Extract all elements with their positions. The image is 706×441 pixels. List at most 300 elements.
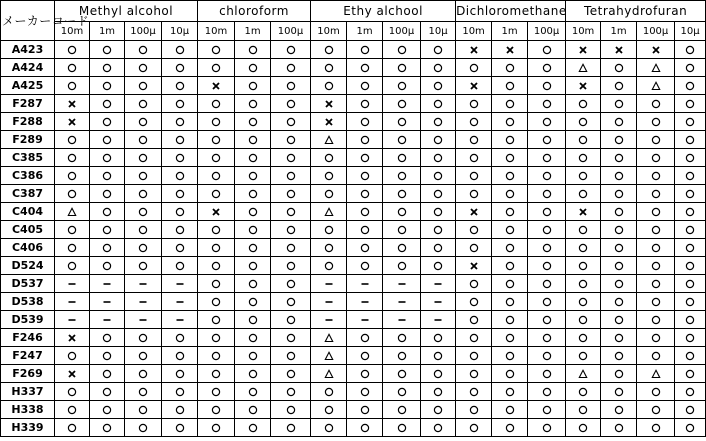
result-cell — [90, 383, 125, 401]
result-cell — [55, 401, 90, 419]
result-cell — [492, 365, 528, 383]
result-cell — [311, 365, 347, 383]
circle-icon — [578, 99, 588, 109]
circle-icon — [211, 117, 221, 127]
result-cell — [235, 77, 271, 95]
circle-icon — [67, 387, 77, 397]
circle-icon — [542, 261, 552, 271]
result-cell — [235, 185, 271, 203]
result-cell — [125, 419, 162, 437]
table-row — [1, 221, 706, 239]
result-cell — [528, 419, 566, 437]
result-cell — [383, 185, 421, 203]
maker-code-cell: F247 — [1, 347, 55, 365]
result-cell — [125, 149, 162, 167]
result-cell — [637, 41, 675, 59]
result-cell — [383, 365, 421, 383]
result-cell — [235, 221, 271, 239]
result-cell — [456, 203, 492, 221]
circle-icon — [685, 171, 695, 181]
circle-icon — [397, 225, 407, 235]
result-cell — [271, 419, 311, 437]
circle-icon — [685, 99, 695, 109]
concentration-header: 10μ — [421, 22, 456, 41]
circle-icon — [286, 45, 296, 55]
result-cell — [125, 383, 162, 401]
circle-icon — [67, 351, 77, 361]
result-cell — [492, 95, 528, 113]
result-cell — [198, 329, 235, 347]
result-cell — [637, 95, 675, 113]
result-cell — [198, 221, 235, 239]
result-cell — [675, 185, 706, 203]
circle-icon — [542, 369, 552, 379]
circle-icon — [102, 369, 112, 379]
result-cell — [601, 365, 637, 383]
result-cell — [675, 257, 706, 275]
result-cell — [637, 77, 675, 95]
circle-icon — [248, 225, 258, 235]
circle-icon — [248, 189, 258, 199]
circle-icon — [614, 351, 624, 361]
circle-icon — [138, 207, 148, 217]
dash-icon — [67, 297, 77, 307]
circle-icon — [469, 279, 479, 289]
circle-icon — [505, 99, 515, 109]
result-cell — [456, 275, 492, 293]
circle-icon — [211, 315, 221, 325]
circle-icon — [505, 261, 515, 271]
result-cell — [456, 185, 492, 203]
circle-icon — [542, 423, 552, 433]
circle-icon — [102, 387, 112, 397]
result-cell — [492, 149, 528, 167]
result-cell — [271, 203, 311, 221]
circle-icon — [248, 171, 258, 181]
result-cell — [601, 275, 637, 293]
result-cell — [421, 383, 456, 401]
dash-icon — [67, 279, 77, 289]
circle-icon — [651, 225, 661, 235]
table-row — [1, 347, 706, 365]
circle-icon — [505, 315, 515, 325]
result-cell — [675, 329, 706, 347]
table-row — [1, 311, 706, 329]
concentration-header: 100μ — [528, 22, 566, 41]
result-cell — [566, 41, 601, 59]
result-cell — [198, 185, 235, 203]
dash-icon — [324, 297, 334, 307]
result-cell — [90, 41, 125, 59]
result-cell — [456, 383, 492, 401]
result-cell — [456, 293, 492, 311]
circle-icon — [175, 423, 185, 433]
maker-code-cell: F269 — [1, 365, 55, 383]
circle-icon — [542, 405, 552, 415]
result-cell — [162, 275, 198, 293]
result-cell — [528, 293, 566, 311]
result-cell — [311, 77, 347, 95]
circle-icon — [67, 189, 77, 199]
result-cell — [311, 203, 347, 221]
result-cell — [90, 257, 125, 275]
circle-icon — [614, 243, 624, 253]
maker-code-cell: C385 — [1, 149, 55, 167]
circle-icon — [286, 207, 296, 217]
result-cell — [492, 401, 528, 419]
dash-icon — [397, 315, 407, 325]
result-cell — [492, 113, 528, 131]
dash-icon — [324, 279, 334, 289]
circle-icon — [397, 153, 407, 163]
result-cell — [271, 239, 311, 257]
result-cell — [162, 41, 198, 59]
triangle-icon — [578, 63, 588, 73]
circle-icon — [67, 225, 77, 235]
result-cell — [637, 419, 675, 437]
circle-icon — [505, 171, 515, 181]
result-cell — [235, 41, 271, 59]
result-cell — [421, 347, 456, 365]
result-cell — [421, 275, 456, 293]
result-cell — [162, 185, 198, 203]
dash-icon — [138, 297, 148, 307]
circle-icon — [651, 297, 661, 307]
result-cell — [162, 257, 198, 275]
concentration-header: 10m — [456, 22, 492, 41]
result-cell — [162, 419, 198, 437]
result-cell — [528, 239, 566, 257]
result-cell — [271, 293, 311, 311]
result-cell — [456, 329, 492, 347]
circle-icon — [211, 63, 221, 73]
result-cell — [271, 131, 311, 149]
result-cell — [492, 275, 528, 293]
result-cell — [162, 203, 198, 221]
maker-code-cell: H337 — [1, 383, 55, 401]
result-cell — [383, 419, 421, 437]
result-cell — [271, 329, 311, 347]
circle-icon — [614, 225, 624, 235]
result-cell — [601, 203, 637, 221]
circle-icon — [433, 135, 443, 145]
result-cell — [311, 95, 347, 113]
circle-icon — [685, 153, 695, 163]
circle-icon — [175, 333, 185, 343]
circle-icon — [433, 225, 443, 235]
result-cell — [311, 149, 347, 167]
circle-icon — [505, 135, 515, 145]
result-cell — [55, 311, 90, 329]
concentration-header: 100μ — [271, 22, 311, 41]
circle-icon — [505, 207, 515, 217]
result-cell — [456, 149, 492, 167]
circle-icon — [469, 153, 479, 163]
result-cell — [162, 149, 198, 167]
circle-icon — [578, 171, 588, 181]
result-cell — [637, 221, 675, 239]
concentration-header: 10m — [311, 22, 347, 41]
maker-code-cell: C404 — [1, 203, 55, 221]
circle-icon — [248, 279, 258, 289]
circle-icon — [360, 225, 370, 235]
circle-icon — [138, 99, 148, 109]
circle-icon — [102, 189, 112, 199]
circle-icon — [211, 99, 221, 109]
concentration-header: 10μ — [675, 22, 706, 41]
result-cell — [347, 95, 383, 113]
circle-icon — [175, 81, 185, 91]
circle-icon — [248, 45, 258, 55]
triangle-icon — [651, 369, 661, 379]
circle-icon — [614, 423, 624, 433]
result-cell — [456, 95, 492, 113]
result-cell — [566, 131, 601, 149]
circle-icon — [578, 189, 588, 199]
result-cell — [311, 257, 347, 275]
result-cell — [421, 329, 456, 347]
result-cell — [125, 95, 162, 113]
result-cell — [456, 77, 492, 95]
circle-icon — [651, 261, 661, 271]
circle-icon — [286, 117, 296, 127]
result-cell — [271, 59, 311, 77]
circle-icon — [542, 99, 552, 109]
result-cell — [492, 293, 528, 311]
result-cell — [383, 167, 421, 185]
result-cell — [456, 167, 492, 185]
result-cell — [90, 167, 125, 185]
triangle-icon — [578, 369, 588, 379]
result-cell — [566, 329, 601, 347]
result-cell — [566, 149, 601, 167]
circle-icon — [433, 171, 443, 181]
result-cell — [271, 257, 311, 275]
dash-icon — [102, 315, 112, 325]
result-cell — [55, 41, 90, 59]
circle-icon — [397, 171, 407, 181]
result-cell — [421, 293, 456, 311]
circle-icon — [542, 351, 552, 361]
table-row — [1, 41, 706, 59]
circle-icon — [469, 423, 479, 433]
circle-icon — [651, 243, 661, 253]
result-cell — [492, 41, 528, 59]
circle-icon — [578, 387, 588, 397]
circle-icon — [542, 117, 552, 127]
concentration-header: 10m — [566, 22, 601, 41]
result-cell — [271, 41, 311, 59]
circle-icon — [102, 81, 112, 91]
result-cell — [566, 95, 601, 113]
result-cell — [311, 293, 347, 311]
circle-icon — [248, 369, 258, 379]
circle-icon — [102, 63, 112, 73]
circle-icon — [578, 261, 588, 271]
circle-icon — [614, 153, 624, 163]
circle-icon — [685, 81, 695, 91]
circle-icon — [469, 63, 479, 73]
maker-code-header: メーカーコード — [1, 1, 55, 41]
circle-icon — [469, 387, 479, 397]
circle-icon — [248, 387, 258, 397]
result-cell — [383, 77, 421, 95]
result-cell — [271, 401, 311, 419]
result-cell — [528, 185, 566, 203]
circle-icon — [138, 387, 148, 397]
result-cell — [90, 401, 125, 419]
result-cell — [383, 347, 421, 365]
result-cell — [421, 95, 456, 113]
result-cell — [125, 203, 162, 221]
maker-code-cell: D524 — [1, 257, 55, 275]
circle-icon — [397, 45, 407, 55]
circle-icon — [685, 315, 695, 325]
circle-icon — [397, 117, 407, 127]
result-cell — [637, 131, 675, 149]
dash-icon — [360, 297, 370, 307]
circle-icon — [685, 423, 695, 433]
circle-icon — [505, 225, 515, 235]
dash-icon — [175, 315, 185, 325]
result-cell — [198, 167, 235, 185]
result-cell — [347, 113, 383, 131]
circle-icon — [175, 243, 185, 253]
circle-icon — [614, 315, 624, 325]
result-cell — [55, 383, 90, 401]
circle-icon — [211, 369, 221, 379]
circle-icon — [286, 243, 296, 253]
circle-icon — [505, 369, 515, 379]
circle-icon — [360, 153, 370, 163]
circle-icon — [211, 333, 221, 343]
circle-icon — [175, 369, 185, 379]
result-cell — [383, 293, 421, 311]
result-cell — [162, 95, 198, 113]
result-cell — [492, 257, 528, 275]
circle-icon — [651, 315, 661, 325]
circle-icon — [360, 99, 370, 109]
result-cell — [125, 41, 162, 59]
circle-icon — [211, 225, 221, 235]
result-cell — [675, 221, 706, 239]
result-cell — [421, 131, 456, 149]
result-cell — [235, 401, 271, 419]
result-cell — [162, 329, 198, 347]
circle-icon — [102, 423, 112, 433]
circle-icon — [578, 315, 588, 325]
circle-icon — [651, 387, 661, 397]
result-cell — [198, 131, 235, 149]
triangle-icon — [651, 63, 661, 73]
result-cell — [528, 347, 566, 365]
result-cell — [90, 329, 125, 347]
cross-icon — [324, 117, 334, 127]
table-row — [1, 239, 706, 257]
result-cell — [421, 77, 456, 95]
result-cell — [162, 311, 198, 329]
circle-icon — [397, 243, 407, 253]
cross-icon — [67, 117, 77, 127]
circle-icon — [685, 243, 695, 253]
circle-icon — [469, 297, 479, 307]
table-row — [1, 95, 706, 113]
circle-icon — [542, 153, 552, 163]
result-cell — [198, 41, 235, 59]
result-cell — [637, 167, 675, 185]
result-cell — [675, 401, 706, 419]
result-cell — [528, 203, 566, 221]
circle-icon — [286, 189, 296, 199]
circle-icon — [614, 63, 624, 73]
result-cell — [311, 347, 347, 365]
circle-icon — [685, 333, 695, 343]
result-cell — [235, 347, 271, 365]
circle-icon — [614, 117, 624, 127]
result-cell — [492, 167, 528, 185]
circle-icon — [614, 279, 624, 289]
result-cell — [566, 311, 601, 329]
circle-icon — [286, 63, 296, 73]
result-cell — [601, 257, 637, 275]
circle-icon — [138, 171, 148, 181]
result-cell — [421, 239, 456, 257]
triangle-icon — [324, 369, 334, 379]
result-cell — [601, 383, 637, 401]
result-cell — [601, 329, 637, 347]
result-cell — [601, 95, 637, 113]
result-cell — [528, 329, 566, 347]
circle-icon — [542, 135, 552, 145]
circle-icon — [360, 243, 370, 253]
table-row — [1, 149, 706, 167]
result-cell — [675, 419, 706, 437]
result-cell — [90, 347, 125, 365]
circle-icon — [542, 45, 552, 55]
circle-icon — [469, 99, 479, 109]
circle-icon — [138, 243, 148, 253]
result-cell — [311, 383, 347, 401]
table-row — [1, 329, 706, 347]
cross-icon — [469, 45, 479, 55]
result-cell — [601, 239, 637, 257]
cross-icon — [469, 261, 479, 271]
result-cell — [198, 419, 235, 437]
circle-icon — [248, 423, 258, 433]
result-cell — [421, 203, 456, 221]
result-cell — [55, 347, 90, 365]
circle-icon — [248, 207, 258, 217]
triangle-icon — [324, 207, 334, 217]
result-cell — [383, 41, 421, 59]
circle-icon — [175, 261, 185, 271]
circle-icon — [324, 171, 334, 181]
result-cell — [492, 347, 528, 365]
circle-icon — [505, 117, 515, 127]
result-cell — [198, 95, 235, 113]
result-cell — [125, 347, 162, 365]
result-cell — [492, 131, 528, 149]
result-cell — [55, 59, 90, 77]
circle-icon — [397, 189, 407, 199]
circle-icon — [102, 351, 112, 361]
circle-icon — [211, 171, 221, 181]
circle-icon — [578, 279, 588, 289]
circle-icon — [211, 405, 221, 415]
circle-icon — [286, 153, 296, 163]
result-cell — [90, 59, 125, 77]
circle-icon — [578, 225, 588, 235]
